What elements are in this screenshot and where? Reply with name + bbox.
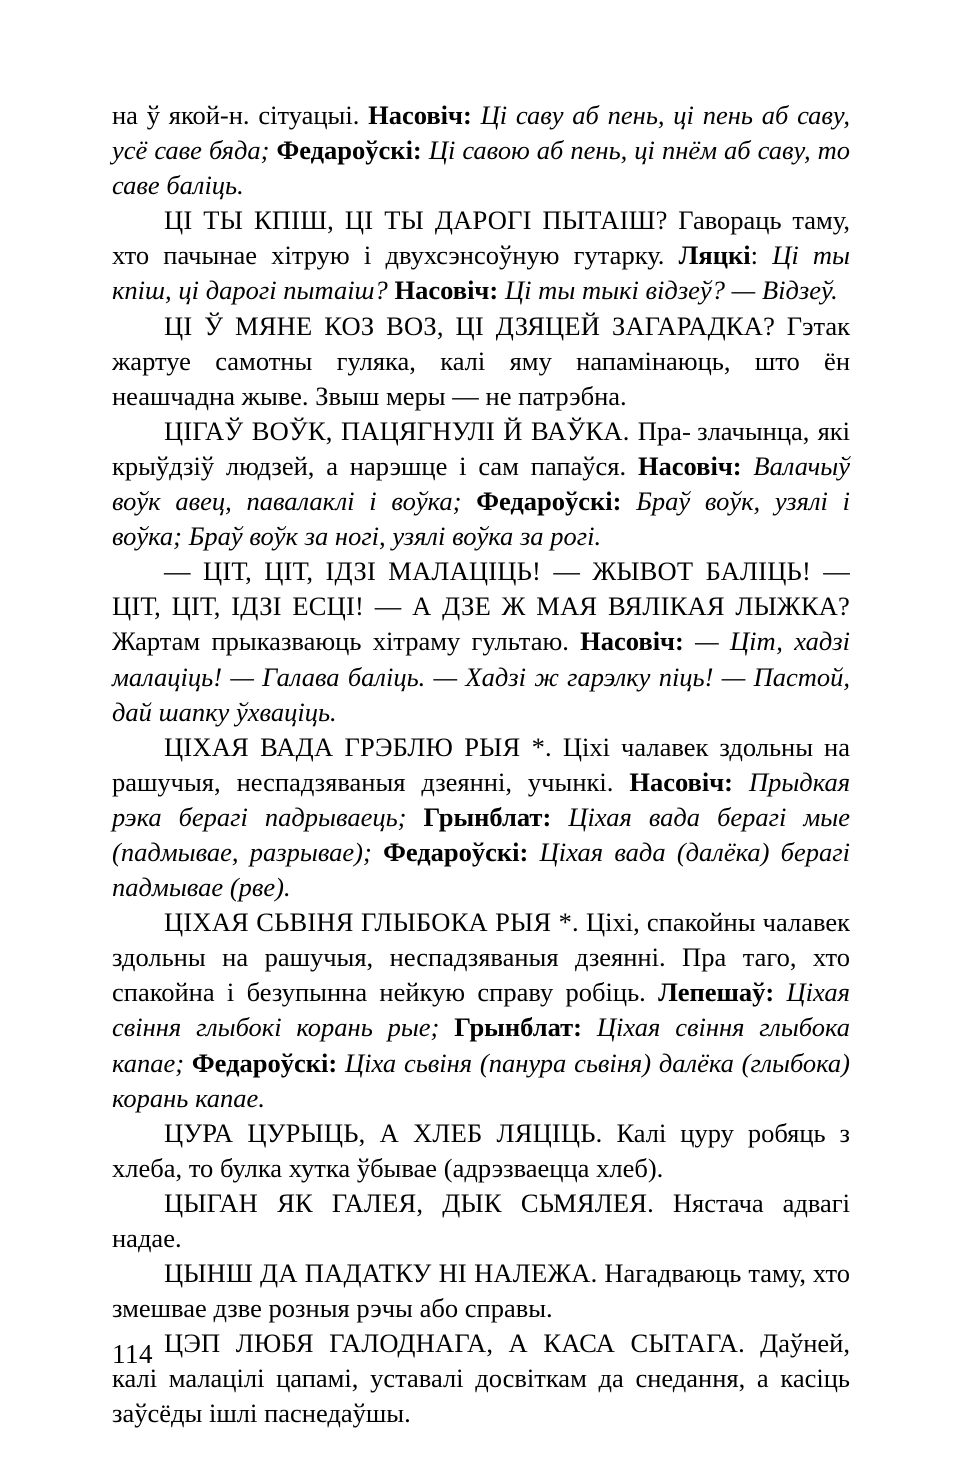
entry-gloss bbox=[498, 275, 505, 305]
source-attribution: Федароўскі: bbox=[276, 135, 422, 166]
entry-headword: ЦУРА ЦУРЫЦЬ, А ХЛЕБ ЛЯЦІЦЬ. bbox=[164, 1117, 603, 1148]
entry-gloss: Калі цуру робяць з хлеба, то булка хутка ўбывае (адрэзваецца хлеб). bbox=[112, 1117, 851, 1183]
source-attribution: Насовіч: bbox=[637, 450, 742, 481]
entry-headword: ЦЫНШ ДА ПАДАТКУ НІ НАЛЕЖА. bbox=[164, 1258, 598, 1289]
dictionary-entry bbox=[112, 203, 850, 308]
entry-headword: ЦІГАЎ ВОЎК, ПАЦЯГНУЛІ Й ВАЎКА. bbox=[164, 415, 630, 446]
text-column bbox=[112, 98, 850, 1432]
entry-gloss: Жартам прыказваюць хітраму гультаю. bbox=[112, 626, 581, 657]
entry-gloss: на ў якой-н. сітуацыі. bbox=[112, 100, 369, 130]
entry-gloss bbox=[733, 767, 749, 797]
entry-gloss bbox=[774, 977, 786, 1007]
entry-gloss bbox=[582, 1012, 597, 1042]
entry-headword: — ЦІТ, ЦІТ, ІДЗІ МАЛАЦІЦЬ! — ЖЫВОТ БАЛІЦЬ! — ЦІТ, ЦІТ, ІДЗІ ЕСЦІ! — А ДЗЕ Ж МАЯ ВЯЛІКАЯ ЛЫЖКА? bbox=[112, 556, 850, 622]
entry-gloss: Пра bbox=[629, 415, 682, 446]
dictionary-entry bbox=[112, 309, 850, 414]
dictionary-entry bbox=[112, 1326, 850, 1431]
entry-gloss bbox=[439, 1012, 454, 1042]
entry-gloss bbox=[337, 1048, 345, 1078]
entry-gloss bbox=[406, 802, 423, 832]
entry-gloss: Ціхі, спакойны чалавек здольны на рашучыя, неспадзяваныя дзеянні. Пра таго, хто спакойна і безупынна нейкую справу робіць. bbox=[112, 907, 850, 1008]
entry-gloss bbox=[461, 486, 476, 516]
dictionary-entry bbox=[112, 414, 850, 554]
cited-variant: Ці ты тыкі відзеў? — Відзеў. bbox=[504, 275, 838, 306]
cited-variant: Ціхая свіння глыбокі корань рые; bbox=[112, 977, 850, 1043]
cited-variant: Ціхая вада берагі мые (падмывае, разрывае); bbox=[112, 801, 850, 867]
dictionary-entry bbox=[112, 98, 850, 203]
source-attribution: Ляцкі bbox=[678, 240, 751, 271]
entry-headword: ЦІ Ў МЯНЕ КОЗ ВОЗ, ЦІ ДЗЯЦЕЙ ЗАГАРАДКА? bbox=[164, 310, 776, 341]
cited-variant: Ціхая свіння глыбока капае; bbox=[112, 1012, 850, 1078]
entry-gloss: Ціхі чалавек здольны на рашучыя, неспадзяваныя дзеянні, учынкі. bbox=[112, 731, 850, 797]
entry-gloss: Гавораць таму, хто пачынае хітрую і двухсэнсоўную гутарку. bbox=[112, 205, 850, 271]
entry-headword: ЦЭП ЛЮБЯ ГАЛОДНАГА, А КАСА СЫТАГА. bbox=[164, 1328, 745, 1359]
entry-gloss bbox=[684, 626, 695, 656]
source-attribution: Насовіч: bbox=[629, 766, 733, 797]
dictionary-entry bbox=[112, 554, 850, 729]
entry-gloss bbox=[388, 275, 395, 305]
cited-variant: — Ціт, хадзі малаціць! — Галава баліць. — Хадзі ж гарэлку піць! — Пастой, дай шапку ўхваціць. bbox=[112, 626, 850, 727]
entry-gloss: Нястача адвагі надае. bbox=[112, 1187, 850, 1253]
entry-gloss: Гэтак жартуе самотны гуляка, калі яму напамінаюць, што ён неашчадна жыве. Звыш меры — не патрэбна. bbox=[112, 310, 850, 411]
entry-gloss: Нагадваюць таму, хто змешвае дзве розныя рэчы або справы. bbox=[112, 1258, 850, 1324]
cited-variant: Ціхая вада (далёка) берагі падмывае (рве). bbox=[112, 836, 850, 903]
dictionary-entry bbox=[112, 905, 850, 1116]
dictionary-entry bbox=[112, 1256, 850, 1326]
source-attribution: Насовіч: bbox=[368, 100, 472, 130]
source-attribution: Федароўскі: bbox=[191, 1047, 338, 1078]
source-attribution: Федароўскі: bbox=[383, 836, 529, 867]
entry-gloss bbox=[472, 100, 481, 130]
cited-variant: Ці саву аб пень, ці пень аб саву, усё саве бяда; bbox=[112, 100, 850, 166]
entry-gloss bbox=[528, 837, 539, 867]
entry-gloss bbox=[372, 837, 383, 867]
cited-variant: Прыдкая рэка берагі падрываець; bbox=[112, 766, 851, 832]
page-number: 114 bbox=[112, 1339, 153, 1369]
entry-headword: ЦІХАЯ ВАДА ГРЭБЛЮ РЫЯ *. bbox=[164, 731, 552, 762]
entry-gloss bbox=[742, 451, 754, 481]
entry-headword: ЦІ ТЫ КПІШ, ЦІ ТЫ ДАРОГІ ПЫТАІШ? bbox=[164, 205, 668, 236]
entry-gloss bbox=[621, 486, 636, 516]
dictionary-entry bbox=[112, 1116, 850, 1186]
cited-variant: Ці ты кпіш, ці дарогі пытаіш? bbox=[112, 240, 851, 306]
cited-variant: Ціха сьвіня (панура сьвіня) далёка (глыбока) корань капае. bbox=[112, 1047, 850, 1113]
entry-gloss bbox=[551, 802, 568, 832]
dictionary-entry bbox=[112, 730, 850, 905]
entry-gloss: Даўней, калі малацілі цапамі, уставалі досвіткам да снедання, а касіць заўсёды ішлі паснедаўшы. bbox=[112, 1328, 850, 1429]
dictionary-entry bbox=[112, 1186, 850, 1256]
entry-gloss bbox=[184, 1048, 192, 1078]
cited-variant: Ці савою аб пень, ці пнём аб саву, то саве баліць. bbox=[112, 135, 850, 201]
source-attribution: Лепешаў: bbox=[658, 977, 775, 1008]
source-attribution: Насовіч: bbox=[580, 626, 684, 657]
source-attribution: Грынблат: bbox=[454, 1012, 583, 1043]
entry-headword: ЦЫГАН ЯК ГАЛЕЯ, ДЫК СЬМЯЛЕЯ. bbox=[164, 1187, 654, 1218]
entry-gloss: злачынца, які крыўдзіў людзей, а нарэшце і сам папаўся. bbox=[112, 415, 851, 481]
entry-gloss bbox=[422, 135, 429, 165]
source-attribution: Федароўскі: bbox=[476, 486, 622, 517]
entry-headword: ЦІХАЯ СЬВІНЯ ГЛЫБОКА РЫЯ *. bbox=[164, 907, 579, 938]
cited-variant: Валачыў воўк авец, павалаклі і воўка; bbox=[112, 450, 850, 517]
source-attribution: Насовіч: bbox=[394, 275, 499, 306]
entry-gloss: : bbox=[750, 240, 773, 271]
cited-variant: Браў воўк, узялі і воўка; Браў воўк за ногі, узялі воўка за рогі. bbox=[112, 486, 850, 552]
source-attribution: Грынблат: bbox=[423, 801, 552, 832]
